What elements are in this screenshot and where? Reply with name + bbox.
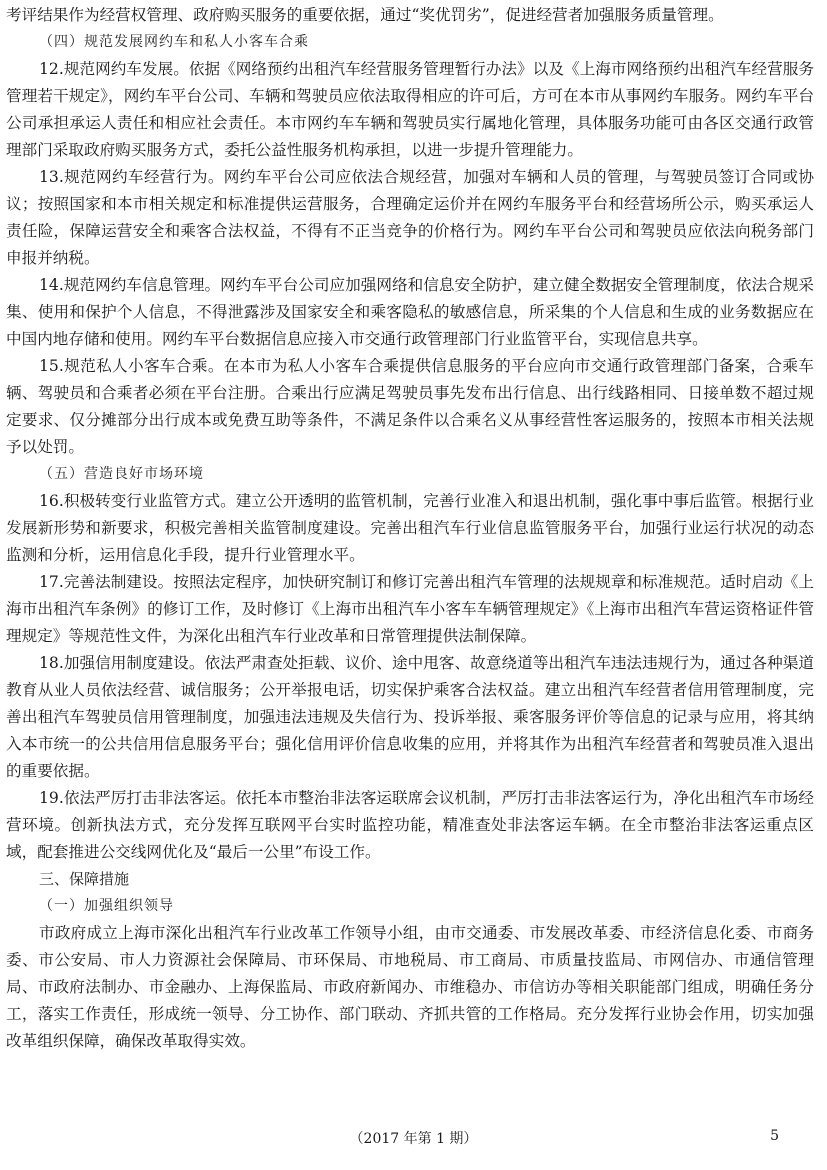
body-text <box>6 2 814 1055</box>
paragraph: 17.完善法制建设。按照法定程序，加快研究制订和修订完善出租汽车管理的法规规章和标准规范。适时启动《上海市出租汽车条例》的修订工作，及时修订《上海市出租汽车小客车车辆管理规定》《上海市出租汽车营运资格证件管理规定》等规范性文件，为深化出租汽车行业改革和日常管理提供法制保障。 <box>6 573 814 645</box>
subsection-heading: （四）规范发展网约车和私人小客车合乘 <box>39 34 309 50</box>
paragraph: 13.规范网约车经营行为。网约车平台公司应依法合规经营，加强对车辆和人员的管理，与驾驶员签订合同或协议；按照国家和本市相关规定和标准提供运营服务，合理确定运价并在网约车服务平台和经营场所公示，购买承运人责任险，保障运营安全和乘客合法权益，不得有不正当竞争的价格行为。网约车平台公司和驾驶员应依法向税务部门申报并纳税。 <box>6 168 814 267</box>
continuation-paragraph: 考评结果作为经营权管理、政府购买服务的重要依据，通过“奖优罚劣”，促进经营者加强服务质量管理。 <box>6 6 724 24</box>
section-heading: 三、保障措施 <box>39 870 130 888</box>
paragraph: 14.规范网约车信息管理。网约车平台公司应加强网络和信息安全防护，建立健全数据安全管理制度，依法合规采集、使用和保护个人信息，不得泄露涉及国家安全和乘客隐私的敏感信息，所采集的个人信息和生成的业务数据应在中国内地存储和使用。网约车平台数据信息应接入市交通行政管理部门行业监管平台，实现信息共享。 <box>6 276 814 348</box>
paragraph: 12.规范网约车发展。依据《网络预约出租汽车经营服务管理暂行办法》以及《上海市网络预约出租汽车经营服务管理若干规定》，网约车平台公司、车辆和驾驶员应依法取得相应的许可后，方可在本市从事网约车服务。网约车平台公司承担承运人责任和相应社会责任。本市网约车车辆和驾驶员实行属地化管理，具体服务功能可由各区交通行政管理部门采取政府购买服务方式，委托公益性服务机构承担，以进一步提升管理能力。 <box>6 60 814 159</box>
paragraph: 19.依法严厉打击非法客运。依托本市整治非法客运联席会议机制，严厉打击非法客运行为，净化出租汽车市场经营环境。创新执法方式，充分发挥互联网平台实时监控功能，精准查处非法客运车辆。在全市整治非法客运重点区域，配套推进公交线网优化及“最后一公里”布设工作。 <box>6 789 814 861</box>
subsection-heading: （一）加强组织领导 <box>39 898 174 914</box>
page-footer <box>0 1128 827 1152</box>
paragraph: 16.积极转变行业监管方式。建立公开透明的监管机制，完善行业准入和退出机制，强化事中事后监管。根据行业发展新形势和新要求，积极完善相关监管制度建设。完善出租汽车行业信息监管服务平台，加强行业运行状况的动态监测和分析，运用信息化手段，提升行业管理水平。 <box>6 492 814 564</box>
paragraph: 18.加强信用制度建设。依法严肃查处拒载、议价、途中甩客、故意绕道等出租汽车违法违规行为，通过各种渠道教育从业人员依法经营、诚信服务；公开举报电话，切实保护乘客合法权益。建立出租汽车经营者信用管理制度，完善出租汽车驾驶员信用管理制度，加强违法违规及失信行为、投诉举报、乘客服务评价等信息的记录与应用，将其纳入本市统一的公共信用信息服务平台；强化信用评价信息收集的应用，并将其作为出租汽车经营者和驾驶员准入退出的重要依据。 <box>6 654 814 780</box>
paragraph: 15.规范私人小客车合乘。在本市为私人小客车合乘提供信息服务的平台应向市交通行政管理部门备案，合乘车辆、驾驶员和合乘者必须在平台注册。合乘出行应满足驾驶员事先发布出行信息、出行线路相同、日接单数不超过规定要求、仅分摊部分出行成本或免费互助等条件，不满足条件以合乘名义从事经营性客运服务的，按照本市相关法规予以处罚。 <box>6 357 814 456</box>
page-number: 5 <box>770 1128 779 1144</box>
issue-label: （2017 年第 1 期） <box>349 1131 478 1147</box>
subsection-heading: （五）营造良好市场环境 <box>39 466 204 482</box>
paragraph: 市政府成立上海市深化出租汽车行业改革工作领导小组，由市交通委、市发展改革委、市经济信息化委、市商务委、市公安局、市人力资源社会保障局、市环保局、市地税局、市工商局、市质量技监局、市网信办、市通信管理局、市政府法制办、市金融办、上海保监局、市政府新闻办、市维稳办、市信访办等相关职能部门组成，明确任务分工，落实工作责任，形成统一领导、分工协作、部门联动、齐抓共管的工作格局。充分发挥行业协会作用，切实加强改革组织保障，确保改革取得实效。 <box>6 924 814 1050</box>
